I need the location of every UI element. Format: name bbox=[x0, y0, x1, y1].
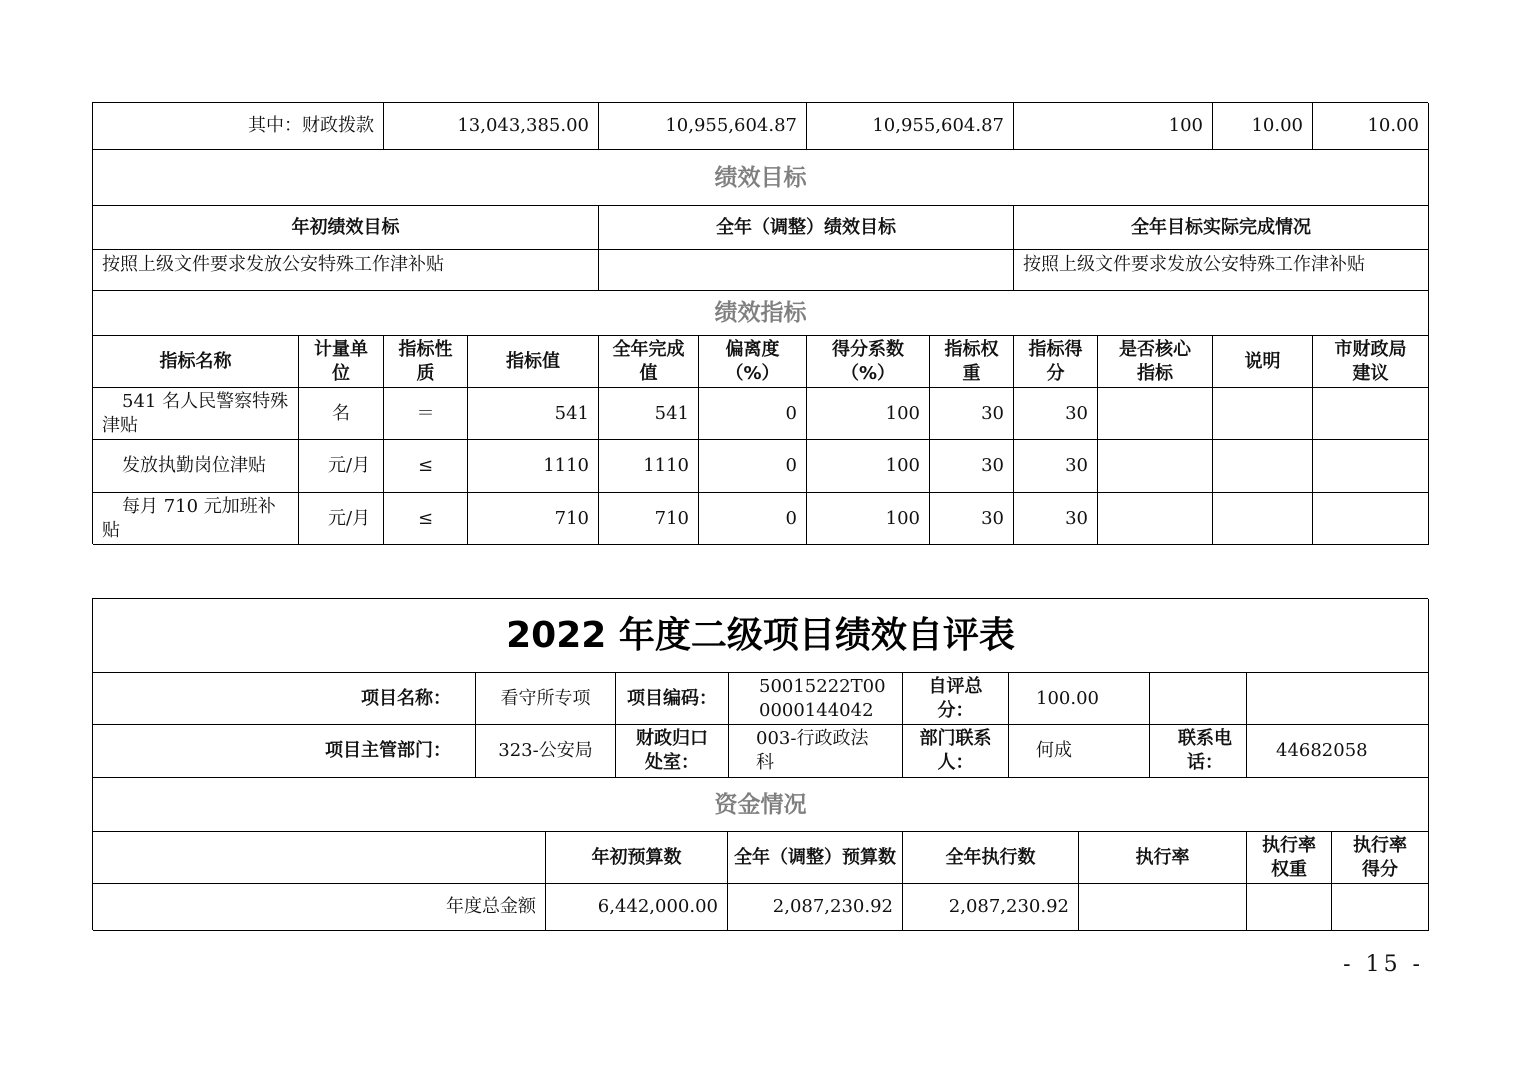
funds-header-executed: 全年执行数 bbox=[903, 832, 1079, 884]
funds-header-adjusted: 全年（调整）预算数 bbox=[728, 832, 903, 884]
ind-row3-note bbox=[1213, 493, 1313, 545]
ind-row3-deviation: 0 bbox=[699, 493, 807, 545]
ind-row1-actual: 541 bbox=[599, 388, 699, 440]
contact-label: 部门联系人： bbox=[903, 725, 1009, 778]
ind-row3-core bbox=[1098, 493, 1213, 545]
total-rate bbox=[1079, 884, 1247, 931]
total-executed: 2,087,230.92 bbox=[903, 884, 1079, 931]
ind-row2-name: 发放执勤岗位津贴 bbox=[93, 440, 299, 493]
top-table bbox=[92, 102, 1428, 544]
ind-row2-actual: 1110 bbox=[599, 440, 699, 493]
bottom-table bbox=[92, 598, 1428, 930]
ind-row3-target: 710 bbox=[468, 493, 599, 545]
funds-header-score: 执行率得分 bbox=[1332, 832, 1429, 884]
ind-row3-weight: 30 bbox=[930, 493, 1014, 545]
funds-header-rate: 执行率 bbox=[1079, 832, 1247, 884]
funds-header-blank bbox=[93, 832, 546, 884]
funding-row-label: 其中：财政拨款 bbox=[93, 103, 384, 150]
form-title: 2022 年度二级项目绩效自评表 bbox=[93, 599, 1429, 673]
contact-value: 何成 bbox=[1009, 725, 1150, 778]
ind-header-actual: 全年完成值 bbox=[599, 336, 699, 388]
ind-row1-deviation: 0 bbox=[699, 388, 807, 440]
ind-row1-core bbox=[1098, 388, 1213, 440]
funds-section-title: 资金情况 bbox=[93, 778, 1429, 832]
funding-initial-budget: 13,043,385.00 bbox=[384, 103, 599, 150]
blank-cell-a bbox=[1150, 673, 1247, 725]
ind-row2-unit: 元/月 bbox=[299, 440, 384, 493]
ind-row3-actual: 710 bbox=[599, 493, 699, 545]
ind-row1-score: 30 bbox=[1014, 388, 1098, 440]
ind-row2-target: 1110 bbox=[468, 440, 599, 493]
total-adjusted-budget: 2,087,230.92 bbox=[728, 884, 903, 931]
project-name-value: 看守所专项 bbox=[476, 673, 616, 725]
project-code-value: 50015222T000000144042 bbox=[729, 673, 903, 725]
ind-row2-coef: 100 bbox=[807, 440, 930, 493]
ind-row1-advice bbox=[1313, 388, 1429, 440]
ind-row3-advice bbox=[1313, 493, 1429, 545]
self-score-label: 自评总分： bbox=[903, 673, 1009, 725]
ind-row3-coef: 100 bbox=[807, 493, 930, 545]
ind-row1-target: 541 bbox=[468, 388, 599, 440]
goal-header-adjusted: 全年（调整）绩效目标 bbox=[599, 206, 1014, 250]
ind-header-coef: 得分系数（%） bbox=[807, 336, 930, 388]
finance-office-label: 财政归口处室： bbox=[616, 725, 729, 778]
self-score-value: 100.00 bbox=[1009, 673, 1150, 725]
ind-row1-name: 541 名人民警察特殊津贴 bbox=[93, 388, 299, 440]
ind-header-core: 是否核心指标 bbox=[1098, 336, 1213, 388]
ind-row1-unit: 名 bbox=[299, 388, 384, 440]
goal-value-actual: 按照上级文件要求发放公安特殊工作津补贴 bbox=[1014, 250, 1429, 291]
total-initial-budget: 6,442,000.00 bbox=[546, 884, 728, 931]
ind-row1-nature: ＝ bbox=[384, 388, 468, 440]
goal-header-initial: 年初绩效目标 bbox=[93, 206, 599, 250]
indicators-section-title: 绩效指标 bbox=[93, 291, 1429, 336]
dept-value: 323-公安局 bbox=[476, 725, 616, 778]
ind-row1-coef: 100 bbox=[807, 388, 930, 440]
funding-weight: 10.00 bbox=[1213, 103, 1313, 150]
ind-row1-note bbox=[1213, 388, 1313, 440]
total-row-label: 年度总金额 bbox=[93, 884, 546, 931]
blank-cell-b bbox=[1247, 673, 1429, 725]
goal-header-actual: 全年目标实际完成情况 bbox=[1014, 206, 1429, 250]
ind-header-deviation: 偏离度（%） bbox=[699, 336, 807, 388]
ind-header-score: 指标得分 bbox=[1014, 336, 1098, 388]
ind-row2-deviation: 0 bbox=[699, 440, 807, 493]
ind-row2-advice bbox=[1313, 440, 1429, 493]
ind-header-name: 指标名称 bbox=[93, 336, 299, 388]
goal-value-adjusted bbox=[599, 250, 1014, 291]
ind-row2-nature: ≤ bbox=[384, 440, 468, 493]
ind-header-nature: 指标性质 bbox=[384, 336, 468, 388]
funding-executed: 10,955,604.87 bbox=[807, 103, 1014, 150]
ind-header-advice: 市财政局建议 bbox=[1313, 336, 1429, 388]
ind-row3-score: 30 bbox=[1014, 493, 1098, 545]
ind-row2-note bbox=[1213, 440, 1313, 493]
total-weight bbox=[1247, 884, 1332, 931]
finance-office-value: 003-行政政法科 bbox=[729, 725, 903, 778]
ind-header-unit: 计量单位 bbox=[299, 336, 384, 388]
project-code-label: 项目编码： bbox=[616, 673, 729, 725]
ind-header-weight: 指标权重 bbox=[930, 336, 1014, 388]
funding-rate: 100 bbox=[1014, 103, 1213, 150]
funds-header-weight: 执行率权重 bbox=[1247, 832, 1332, 884]
ind-row1-weight: 30 bbox=[930, 388, 1014, 440]
ind-row2-score: 30 bbox=[1014, 440, 1098, 493]
funds-header-initial: 年初预算数 bbox=[546, 832, 728, 884]
total-score bbox=[1332, 884, 1429, 931]
goals-section-title: 绩效目标 bbox=[93, 150, 1429, 206]
ind-row3-unit: 元/月 bbox=[299, 493, 384, 545]
phone-value: 44682058 bbox=[1247, 725, 1429, 778]
funding-adjusted-budget: 10,955,604.87 bbox=[599, 103, 807, 150]
project-name-label: 项目名称： bbox=[93, 673, 476, 725]
ind-header-target: 指标值 bbox=[468, 336, 599, 388]
page-number: - 15 - bbox=[1343, 952, 1424, 977]
funding-score: 10.00 bbox=[1313, 103, 1429, 150]
ind-row3-name: 每月 710 元加班补贴 bbox=[93, 493, 299, 545]
ind-row3-nature: ≤ bbox=[384, 493, 468, 545]
dept-label: 项目主管部门： bbox=[93, 725, 476, 778]
goal-value-initial: 按照上级文件要求发放公安特殊工作津补贴 bbox=[93, 250, 599, 291]
ind-header-note: 说明 bbox=[1213, 336, 1313, 388]
phone-label: 联系电话： bbox=[1150, 725, 1247, 778]
ind-row2-weight: 30 bbox=[930, 440, 1014, 493]
ind-row2-core bbox=[1098, 440, 1213, 493]
